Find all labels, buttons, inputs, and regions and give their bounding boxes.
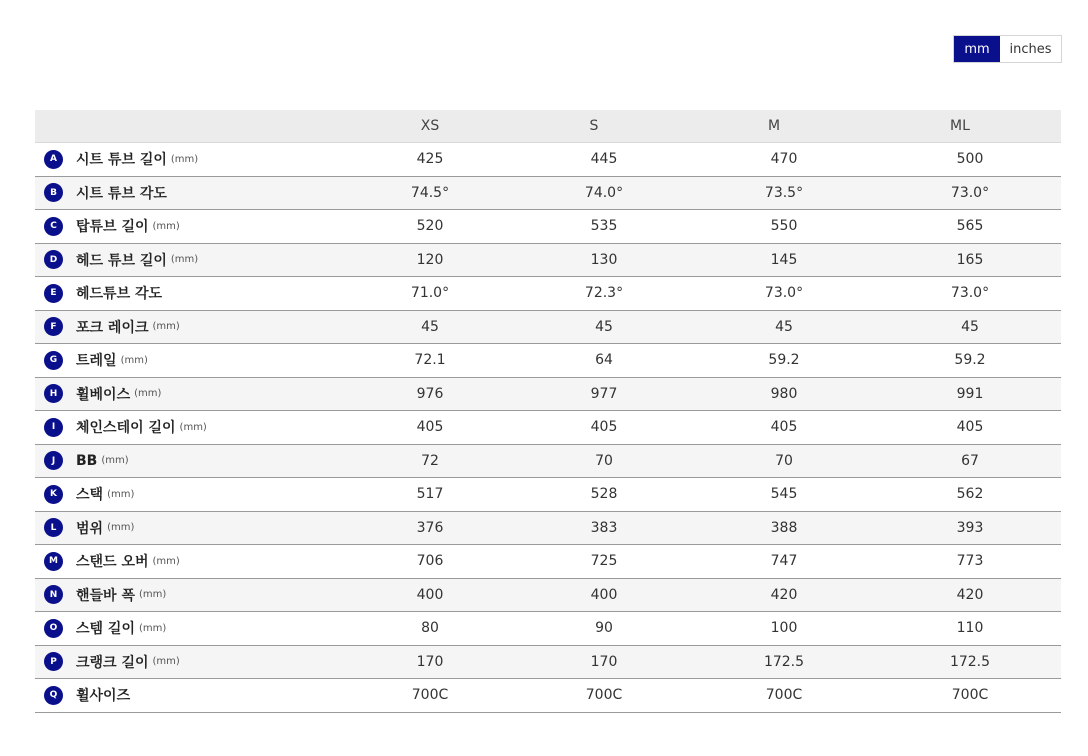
table-cell: 70 — [775, 452, 793, 469]
geometry-table — [35, 110, 1061, 713]
table-cell: 405 — [590, 419, 618, 436]
letter-badge: G — [44, 351, 63, 370]
table-cell: 747 — [770, 553, 798, 570]
measurement-name: 탑튜브 길이 — [76, 219, 149, 236]
table-cell: 420 — [770, 586, 798, 603]
table-row — [35, 311, 1061, 345]
measurement-name: 시트 튜브 각도 — [76, 185, 167, 202]
letter-badge: Q — [44, 686, 63, 705]
table-cell: 64 — [595, 352, 613, 369]
row-label — [35, 250, 340, 270]
table-cell: 470 — [770, 151, 798, 168]
table-cell: 383 — [590, 519, 618, 536]
measurement-unit: (mm) — [152, 220, 180, 232]
mm-unit-button[interactable]: mm — [954, 36, 1000, 62]
measurement-name: 시트 튜브 길이 — [76, 152, 167, 169]
table-cell: 73.0° — [764, 285, 804, 302]
table-row — [35, 545, 1061, 579]
table-cell: 700C — [411, 687, 449, 704]
table-row — [35, 378, 1061, 412]
measurement-name: 체인스테이 길이 — [76, 420, 176, 437]
table-cell: 528 — [590, 486, 618, 503]
measurement-unit: (mm) — [138, 589, 167, 601]
table-row — [35, 612, 1061, 646]
table-cell: 980 — [770, 385, 798, 402]
row-label — [35, 350, 340, 370]
measurement-name: 범위 — [76, 520, 104, 537]
table-cell: 725 — [590, 553, 618, 570]
measurement-unit: (mm) — [107, 522, 135, 534]
size-header: M — [767, 118, 781, 134]
row-label — [35, 518, 340, 538]
table-cell: 130 — [590, 251, 618, 268]
measurement-unit: (mm) — [152, 555, 180, 567]
table-row — [35, 646, 1061, 680]
measurement-name: 휠사이즈 — [76, 688, 131, 705]
table-cell: 706 — [416, 553, 444, 570]
table-cell: 517 — [416, 486, 444, 503]
measurement-name: 휠베이스 — [76, 386, 131, 403]
table-cell: 73.0° — [950, 184, 990, 201]
letter-badge: H — [44, 384, 63, 403]
table-cell: 977 — [590, 385, 618, 402]
letter-badge: N — [44, 585, 63, 604]
table-header-row — [35, 110, 1061, 143]
table-cell: 400 — [590, 586, 618, 603]
row-label — [35, 685, 340, 705]
table-cell: 393 — [956, 519, 984, 536]
measurement-unit: (mm) — [152, 321, 180, 333]
table-cell: 74.0° — [584, 184, 624, 201]
table-cell: 565 — [956, 218, 984, 235]
letter-badge: I — [44, 418, 63, 437]
letter-badge: O — [44, 619, 63, 638]
measurement-name: 크랭크 길이 — [76, 654, 149, 671]
table-cell: 172.5 — [949, 653, 991, 670]
table-cell: 405 — [416, 419, 444, 436]
table-cell: 59.2 — [768, 352, 800, 369]
row-label — [35, 618, 340, 638]
size-header: ML — [950, 118, 970, 134]
row-label — [35, 317, 340, 337]
table-cell: 700C — [765, 687, 803, 704]
table-cell: 45 — [595, 318, 613, 335]
table-row — [35, 679, 1061, 713]
table-cell: 45 — [421, 318, 439, 335]
table-cell: 172.5 — [763, 653, 805, 670]
table-row — [35, 277, 1061, 311]
row-label — [35, 551, 340, 571]
size-header: S — [589, 118, 599, 134]
table-cell: 405 — [956, 419, 984, 436]
table-cell: 520 — [416, 218, 444, 235]
letter-badge: E — [44, 284, 63, 303]
letter-badge: K — [44, 485, 63, 504]
letter-badge: L — [44, 518, 63, 537]
table-cell: 388 — [770, 519, 798, 536]
inches-unit-button[interactable]: inches — [1000, 36, 1061, 62]
table-cell: 700C — [585, 687, 623, 704]
row-label — [35, 283, 340, 303]
table-cell: 500 — [956, 151, 984, 168]
table-cell: 90 — [595, 620, 613, 637]
row-label — [35, 585, 340, 605]
table-body — [35, 143, 1061, 713]
letter-badge: F — [44, 317, 63, 336]
table-row — [35, 344, 1061, 378]
table-cell: 74.5° — [410, 184, 450, 201]
letter-badge: M — [44, 552, 63, 571]
table-row — [35, 579, 1061, 613]
table-cell: 405 — [770, 419, 798, 436]
table-cell: 376 — [416, 519, 444, 536]
table-cell: 545 — [770, 486, 798, 503]
table-row — [35, 143, 1061, 177]
letter-badge: J — [44, 451, 63, 470]
table-row — [35, 512, 1061, 546]
measurement-unit: (mm) — [179, 421, 207, 433]
measurement-name: 스택 — [76, 487, 104, 504]
row-label — [35, 183, 340, 203]
measurement-name: 트레일 — [76, 353, 117, 370]
table-cell: 445 — [590, 151, 618, 168]
row-label — [35, 417, 340, 437]
table-cell: 145 — [770, 251, 798, 268]
row-label — [35, 451, 340, 470]
measurement-name: 스탠드 오버 — [76, 554, 149, 571]
table-cell: 73.0° — [950, 285, 990, 302]
table-cell: 562 — [956, 486, 984, 503]
size-header: XS — [420, 118, 440, 134]
measurement-name: 헤드튜브 각도 — [76, 286, 163, 303]
table-row — [35, 177, 1061, 211]
measurement-unit: (mm) — [170, 254, 199, 266]
table-row — [35, 478, 1061, 512]
table-cell: 535 — [590, 218, 618, 235]
row-label — [35, 484, 340, 504]
measurement-unit: (mm) — [138, 622, 167, 634]
letter-badge: A — [44, 150, 63, 169]
table-cell: 73.5° — [764, 184, 804, 201]
table-cell: 59.2 — [954, 352, 986, 369]
table-row — [35, 411, 1061, 445]
table-cell: 70 — [595, 452, 613, 469]
letter-badge: P — [44, 652, 63, 671]
row-label — [35, 652, 340, 672]
measurement-name: 포크 레이크 — [76, 319, 149, 336]
row-label — [35, 149, 340, 169]
measurement-name: 핸들바 폭 — [76, 587, 135, 604]
table-cell: 170 — [416, 653, 444, 670]
table-cell: 72.3° — [584, 285, 624, 302]
table-row — [35, 445, 1061, 479]
table-cell: 71.0° — [410, 285, 450, 302]
letter-badge: B — [44, 183, 63, 202]
table-cell: 45 — [961, 318, 979, 335]
measurement-unit: (mm) — [101, 455, 129, 467]
measurement-unit: (mm) — [152, 656, 180, 668]
measurement-unit: (mm) — [120, 354, 148, 366]
table-row — [35, 244, 1061, 278]
unit-toggle — [953, 35, 1062, 63]
row-label — [35, 216, 340, 236]
table-cell: 991 — [956, 385, 984, 402]
letter-badge: D — [44, 250, 63, 269]
table-cell: 420 — [956, 586, 984, 603]
table-cell: 400 — [416, 586, 444, 603]
table-cell: 45 — [775, 318, 793, 335]
table-cell: 170 — [590, 653, 618, 670]
measurement-unit: (mm) — [170, 153, 199, 165]
table-cell: 80 — [421, 620, 439, 637]
row-label — [35, 384, 340, 404]
table-cell: 550 — [770, 218, 798, 235]
table-cell: 976 — [416, 385, 444, 402]
table-cell: 773 — [956, 553, 984, 570]
measurement-name: 헤드 튜브 길이 — [76, 252, 167, 269]
table-cell: 67 — [961, 452, 979, 469]
letter-badge: C — [44, 217, 63, 236]
table-cell: 165 — [956, 251, 984, 268]
measurement-unit: (mm) — [107, 488, 135, 500]
table-cell: 700C — [951, 687, 989, 704]
table-cell: 110 — [956, 620, 984, 637]
table-cell: 120 — [416, 251, 444, 268]
measurement-name: BB — [76, 452, 98, 469]
table-cell: 72 — [421, 452, 439, 469]
table-cell: 72.1 — [414, 352, 446, 369]
table-cell: 425 — [416, 151, 444, 168]
measurement-name: 스템 길이 — [76, 621, 135, 638]
table-cell: 100 — [770, 620, 798, 637]
table-row — [35, 210, 1061, 244]
measurement-unit: (mm) — [134, 388, 162, 400]
